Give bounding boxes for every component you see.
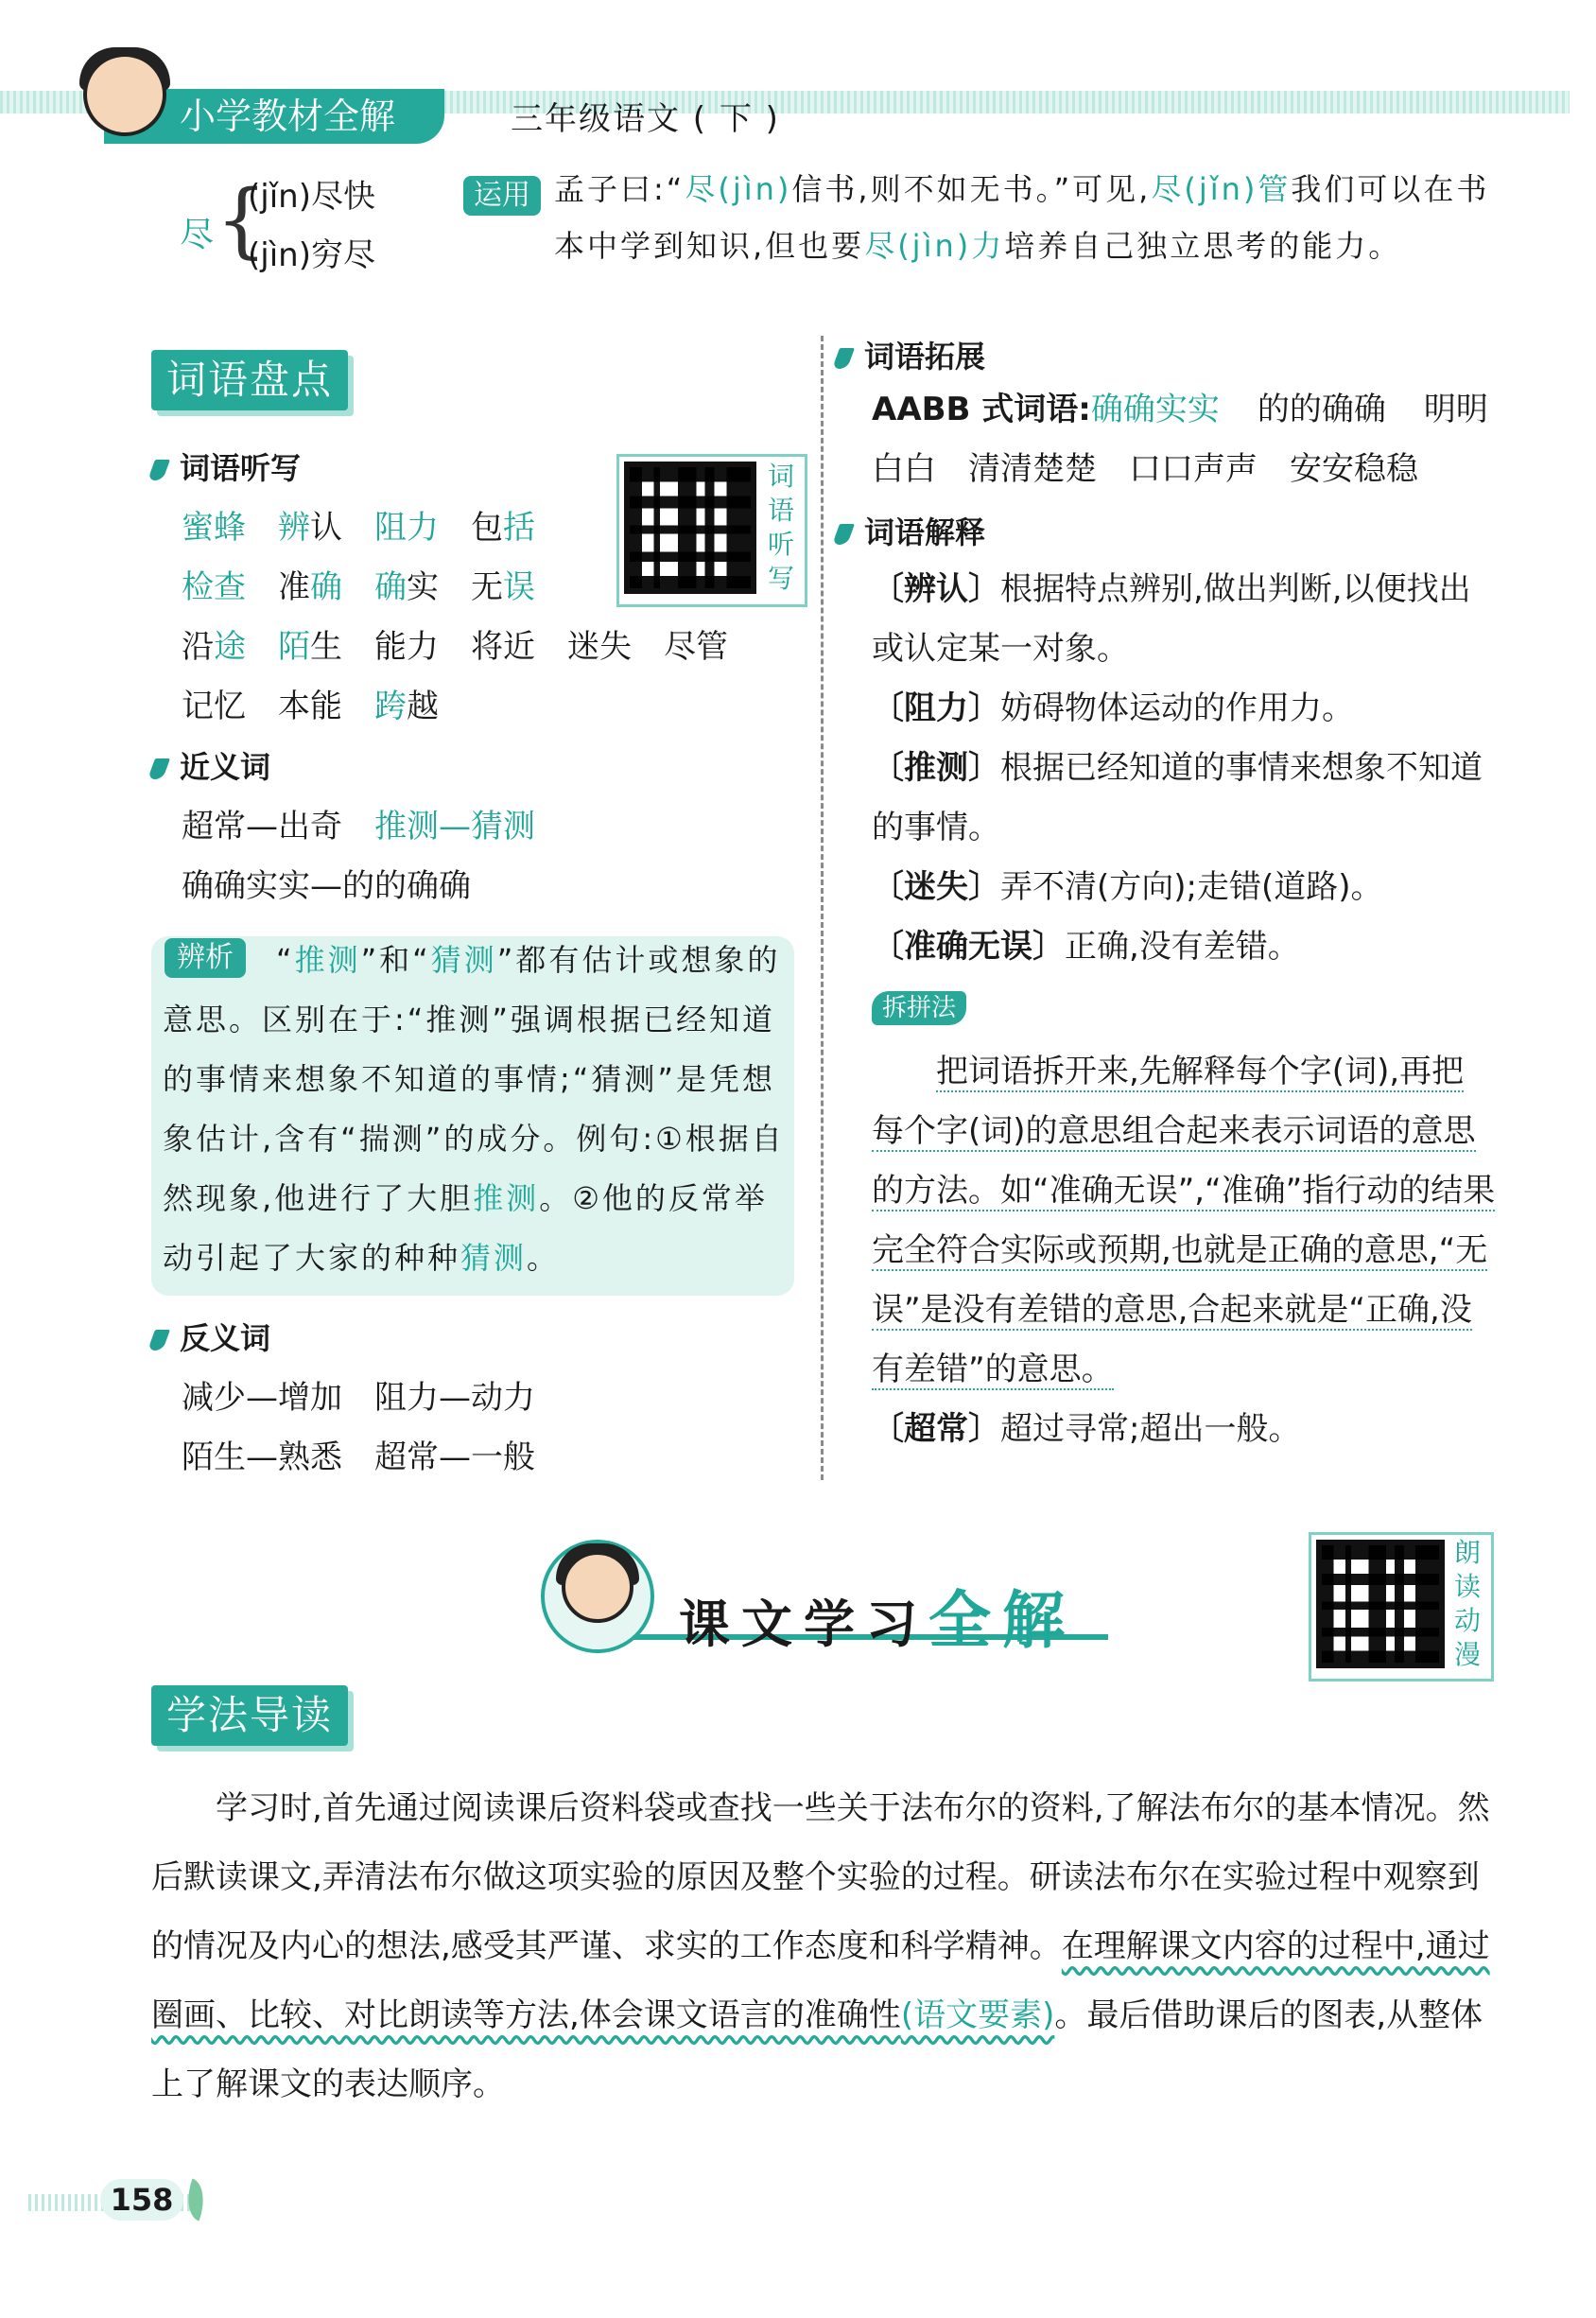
pen-icon (147, 1330, 170, 1351)
explanation-item: 〔准确无误〕正确,没有差错。 (872, 928, 1300, 966)
book-brand: 小学教材全解 (104, 89, 444, 144)
dictation-heading: 词语听写 (151, 444, 301, 488)
brace-icon: { (216, 173, 268, 268)
jin-reading-2: (jìn)穷尽 (248, 236, 375, 274)
antonyms-heading: 反义词 (151, 1315, 270, 1358)
girl-mascot-icon (562, 1551, 633, 1623)
synonyms-heading: 近义词 (151, 743, 270, 787)
jin-reading-1: (jǐn)尽快 (248, 178, 375, 216)
explanation-item: 〔超常〕超过寻常;超出一般。 (872, 1410, 1301, 1448)
expansion-heading: 词语拓展 (836, 333, 985, 376)
qr-label-dictation: 词 语 听 写 (767, 461, 794, 594)
grade-label: 三年级语文 ( 下 ) (511, 100, 780, 138)
synonyms-line-1: 超常—出奇 推测—猜测 (182, 808, 535, 845)
antonyms-line-1: 减少—增加 阻力—动力 (182, 1379, 535, 1417)
explanation-item: 〔阻力〕妨碍物体运动的作用力。 (872, 689, 1354, 727)
method-text: 把词语拆开来,先解释每个字(词),再把每个字(词)的意思组合起来表示词语的意思的方法。如“准确无误”,“准确”指行动的结果完全符合实际或预期,也就是正确的意思,“无误”是没有差错的意思,合起来就是“正确,没有差错”的意思。 (872, 1053, 1496, 1388)
expansion-line-1: AABB 式词语:确确实实 的的确确 明明 (872, 391, 1488, 428)
dictation-row-1: 蜜蜂 辨认 阻力 包括 (182, 509, 535, 547)
qr-code-dictation[interactable] (624, 462, 756, 594)
explanation-item: 〔迷失〕弄不清(方向);走错(道路)。 (872, 868, 1383, 906)
explanation-item: 〔辨认〕根据特点辨别,做出判断,以便找出或认定某一对象。 (872, 570, 1471, 668)
section-title-vocab: 词语盘点 (151, 350, 348, 410)
boy-mascot-icon (83, 53, 166, 136)
synonyms-line-2: 确确实实—的的确确 (182, 867, 471, 905)
dictation-row-3: 沿途 陌生 能力 将近 迷失 尽管 (182, 628, 728, 666)
explanation-item: 〔推测〕根据已经知道的事情来想象不知道的事情。 (872, 749, 1483, 846)
dictation-row-2: 检查 准确 确实 无误 (182, 568, 535, 606)
antonyms-line-2: 陌生—熟悉 超常—一般 (182, 1438, 535, 1476)
usage-badge: 运用 (463, 176, 541, 216)
pen-icon (147, 758, 170, 779)
analysis-text: “推测”和“猜测”都有估计或想象的意思。区别在于:“推测”强调根据已经知道的事情来想象不知道的事情;“猜测”是凭想象估计,含有“揣测”的成分。例句:①根据自然现象,他进行了大胆推测。②他的反常举动引起了大家的种种猜测。 (163, 942, 785, 1276)
pen-icon (832, 348, 855, 369)
dictation-row-4: 记忆 本能 跨越 (182, 688, 439, 725)
column-divider (821, 336, 824, 1480)
section-title-guide: 学法导读 (151, 1685, 348, 1746)
expansion-line-2: 白白 清清楚楚 口口声声 安安稳稳 (872, 450, 1418, 488)
jin-char: 尽 (180, 216, 215, 254)
pen-icon (832, 524, 855, 545)
qr-label-animation: 朗 读 动 漫 (1453, 1537, 1481, 1670)
page-number: 158 (100, 2179, 183, 2221)
lesson-title: 课文学习全解 (679, 1584, 1076, 1657)
analysis-badge: 辨析 (165, 938, 246, 978)
usage-text: 孟子曰:“尽(jìn)信书,则不如无书。”可见,尽(jǐn)管我们可以在书本中学到知识,但也要尽(jìn)力培养自己独立思考的能力。 (554, 171, 1490, 264)
guide-paragraph: 学习时,首先通过阅读课后资料袋或查找一些关于法布尔的资料,了解法布尔的基本情况。然后默读课文,弄清法布尔做这项实验的原因及整个实验的过程。研读法布尔在实验过程中观察到的情况及内心的想法,感受其严谨、求实的工作态度和科学精神。在理解课文内容的过程中,通过圈画、比较、对比朗读等方法,体会课文语言的准确性(语文要素)。最后借助课后的图表,从整体上了解课文的表达顺序。 (151, 1789, 1490, 2103)
pen-icon (147, 460, 170, 480)
method-badge: 拆拼法 (872, 991, 966, 1025)
explanations-heading: 词语解释 (836, 509, 985, 552)
qr-code-animation[interactable] (1316, 1540, 1445, 1668)
